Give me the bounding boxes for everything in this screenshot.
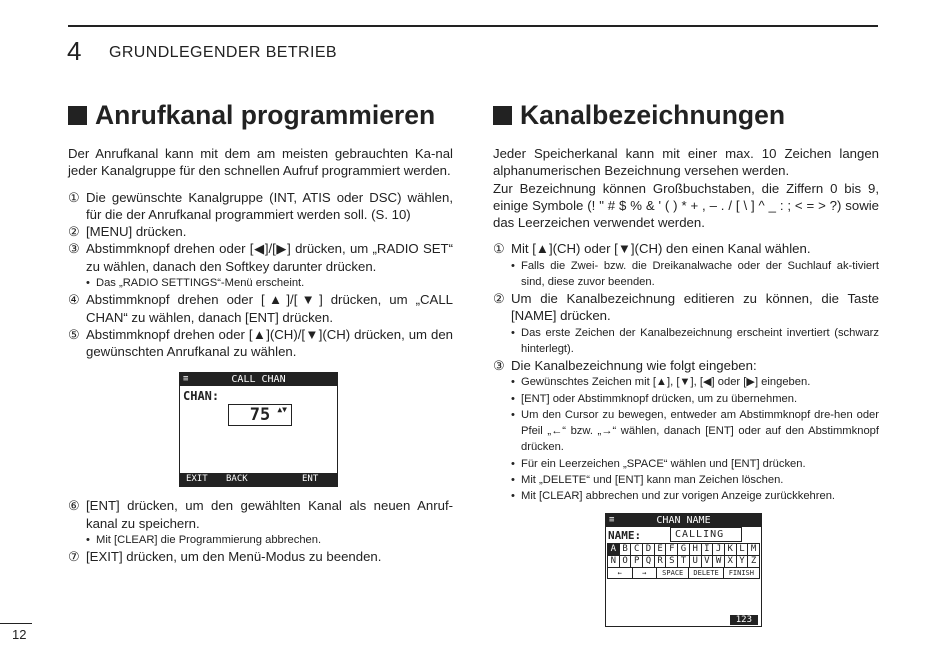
char-cell: K	[724, 543, 737, 556]
name-label: NAME:	[608, 529, 642, 543]
softkey-ent: ENT	[302, 474, 319, 485]
char-cell: G	[677, 543, 690, 556]
left-step-3-note: • Das „RADIO SETTINGS“-Menü erscheint.	[86, 277, 305, 290]
square-bullet-icon	[493, 106, 512, 125]
menu-icon: ≡	[183, 374, 189, 385]
right-step-3-note-4: • Für ein Leerzeichen „SPACE“ wählen und [ENT] drücken.	[511, 457, 806, 470]
chapter-title: GRUNDLEGENDER BETRIEB	[109, 44, 337, 61]
char-cell: Q	[642, 555, 655, 568]
char-cell: T	[677, 555, 690, 568]
char-cell: M	[747, 543, 760, 556]
left-step-7: ⑦ [EXIT] drücken, um den Menü-Modus zu beenden.	[68, 549, 382, 565]
right-step-1: ① Mit [▲](CH) oder [▼](CH) den einen Kanal wählen.	[493, 241, 811, 257]
section-title-right: Kanalbezeichnungen	[493, 100, 879, 130]
lcd-header: ≡ CHAN NAME	[606, 514, 761, 527]
char-cell: W	[712, 555, 725, 568]
char-cell: H	[689, 543, 702, 556]
char-cell: J	[712, 543, 725, 556]
char-cell: Y	[736, 555, 749, 568]
character-grid	[607, 543, 759, 567]
input-mode-indicator: 123	[730, 615, 758, 625]
character-row	[607, 543, 759, 555]
chapter-number: 4	[67, 36, 82, 66]
right-step-2: ② Um die Kanalbezeichnung editieren zu können, die Taste [NAME] drücken.	[493, 291, 879, 324]
left-step-4: ④ Abstimmknopf drehen oder [▲]/[▼] drücken, um „CALL CHAN“ zu wählen, danach [ENT] drücken.	[68, 292, 453, 325]
right-step-3-note-5: • Mit „DELETE“ und [ENT] kann man Zeichen löschen.	[511, 473, 784, 486]
up-down-arrows-icon: ▲▼	[277, 405, 287, 415]
char-cell: U	[689, 555, 702, 568]
cursor-left-key: ←	[607, 567, 633, 579]
function-row	[607, 567, 759, 579]
right-step-2-note: • Das erste Zeichen der Kanalbezeichnung erscheint invertiert (schwarz hinterlegt).	[511, 326, 879, 355]
left-step-3: ③ Abstimmknopf drehen oder [◀]/[▶] drücken, um „RADIO SET“ zu wählen, danach den Softkey darunter drücken.	[68, 241, 453, 274]
char-cell: F	[665, 543, 678, 556]
right-step-3-note-1: • Gewünschtes Zeichen mit [▲], [▼], [◀] oder [▶] eingeben.	[511, 376, 811, 389]
cursor-right-key: →	[632, 567, 658, 579]
space-key: SPACE	[656, 567, 689, 579]
right-step-1-note: • Falls die Zwei- bzw. die Dreikanalwache oder der Suchlauf ak-tiviert sind, diese zuvor beenden.	[511, 259, 879, 288]
left-step-1: ① Die gewünschte Kanalgruppe (INT, ATIS oder DSC) wählen, für die der Anrufkanal programmiert werden soll. (S. 10)	[68, 189, 453, 222]
page-number-rule	[0, 623, 32, 624]
finish-key: FINISH	[723, 567, 760, 579]
char-cell: E	[654, 543, 667, 556]
char-cell: O	[619, 555, 632, 568]
softkey-back: BACK	[226, 474, 248, 485]
char-cell: N	[607, 555, 620, 568]
char-cell: Z	[747, 555, 760, 568]
chan-value: 75 ▲▼	[228, 404, 292, 426]
left-step-6: ⑥ [ENT] drücken, um den gewählten Kanal als neuen Anruf-kanal zu speichern.	[68, 498, 453, 531]
right-column	[493, 100, 879, 627]
char-cell: S	[665, 555, 678, 568]
page-number: 12	[12, 627, 27, 642]
char-cell: A	[607, 543, 620, 556]
character-row	[607, 555, 759, 567]
char-cell: B	[619, 543, 632, 556]
left-step-2: ② [MENU] drücken.	[68, 224, 187, 240]
right-step-3-note-6: • Mit [CLEAR] abbrechen und zur vorigen Anzeige zurückkehren.	[511, 489, 836, 502]
softkey-bar	[180, 473, 337, 486]
softkey-exit: EXIT	[186, 474, 208, 485]
char-cell: P	[630, 555, 643, 568]
right-step-3: ③ Die Kanalbezeichnung wie folgt eingeben:	[493, 358, 757, 374]
left-step-5: ⑤ Abstimmknopf drehen oder [▲](CH)/[▼](CH) drücken, um den gewünschten Anrufkanal zu wählen.	[68, 326, 453, 360]
right-step-3-note-3: • Um den Cursor zu bewegen, entweder am Abstimmknopf dre-hen oder Pfeil „←“ bzw. „→“ wählen, danach [ENT] oder auf den Abstimmknopf drücken.	[511, 408, 879, 454]
chan-label: CHAN:	[183, 389, 220, 404]
left-column	[68, 100, 453, 566]
menu-icon: ≡	[609, 515, 615, 526]
char-cell: I	[701, 543, 714, 556]
char-cell: V	[701, 555, 714, 568]
left-step-6-note: • Mit [CLEAR] die Programmierung abbrechen.	[86, 534, 322, 547]
char-cell: R	[654, 555, 667, 568]
header-rule	[68, 25, 878, 27]
left-intro: Der Anrufkanal kann mit dem am meisten gebrauchten Ka-nal jeder Kanalgruppe für den schnellen Aufruf programmiert werden.	[68, 146, 453, 179]
char-cell: D	[642, 543, 655, 556]
char-cell: L	[736, 543, 749, 556]
square-bullet-icon	[68, 106, 87, 125]
lcd-header: ≡ CALL CHAN	[180, 373, 337, 386]
section-title-left: Anrufkanal programmieren	[68, 100, 453, 130]
name-value: CALLING	[670, 527, 742, 542]
chan-name-display	[605, 513, 762, 627]
right-step-3-note-2: • [ENT] oder Abstimmknopf drücken, um zu übernehmen.	[511, 392, 798, 405]
char-cell: X	[724, 555, 737, 568]
call-chan-display	[179, 372, 338, 487]
delete-key: DELETE	[688, 567, 723, 579]
right-intro-1: Jeder Speicherkanal kann mit einer max. 10 Zeichen langen alphanumerischen Bezeichnung versehen werden.	[493, 146, 879, 179]
right-intro-2: Zur Bezeichnung können Großbuchstaben, die Ziffern 0 bis 9, einige Symbole (! " # $ % & ' ( ) * + , – . / [ \ ] ^ _ : ; < = > ?) sowie das Leerzeichen verwendet werden.	[493, 180, 879, 231]
char-cell: C	[630, 543, 643, 556]
